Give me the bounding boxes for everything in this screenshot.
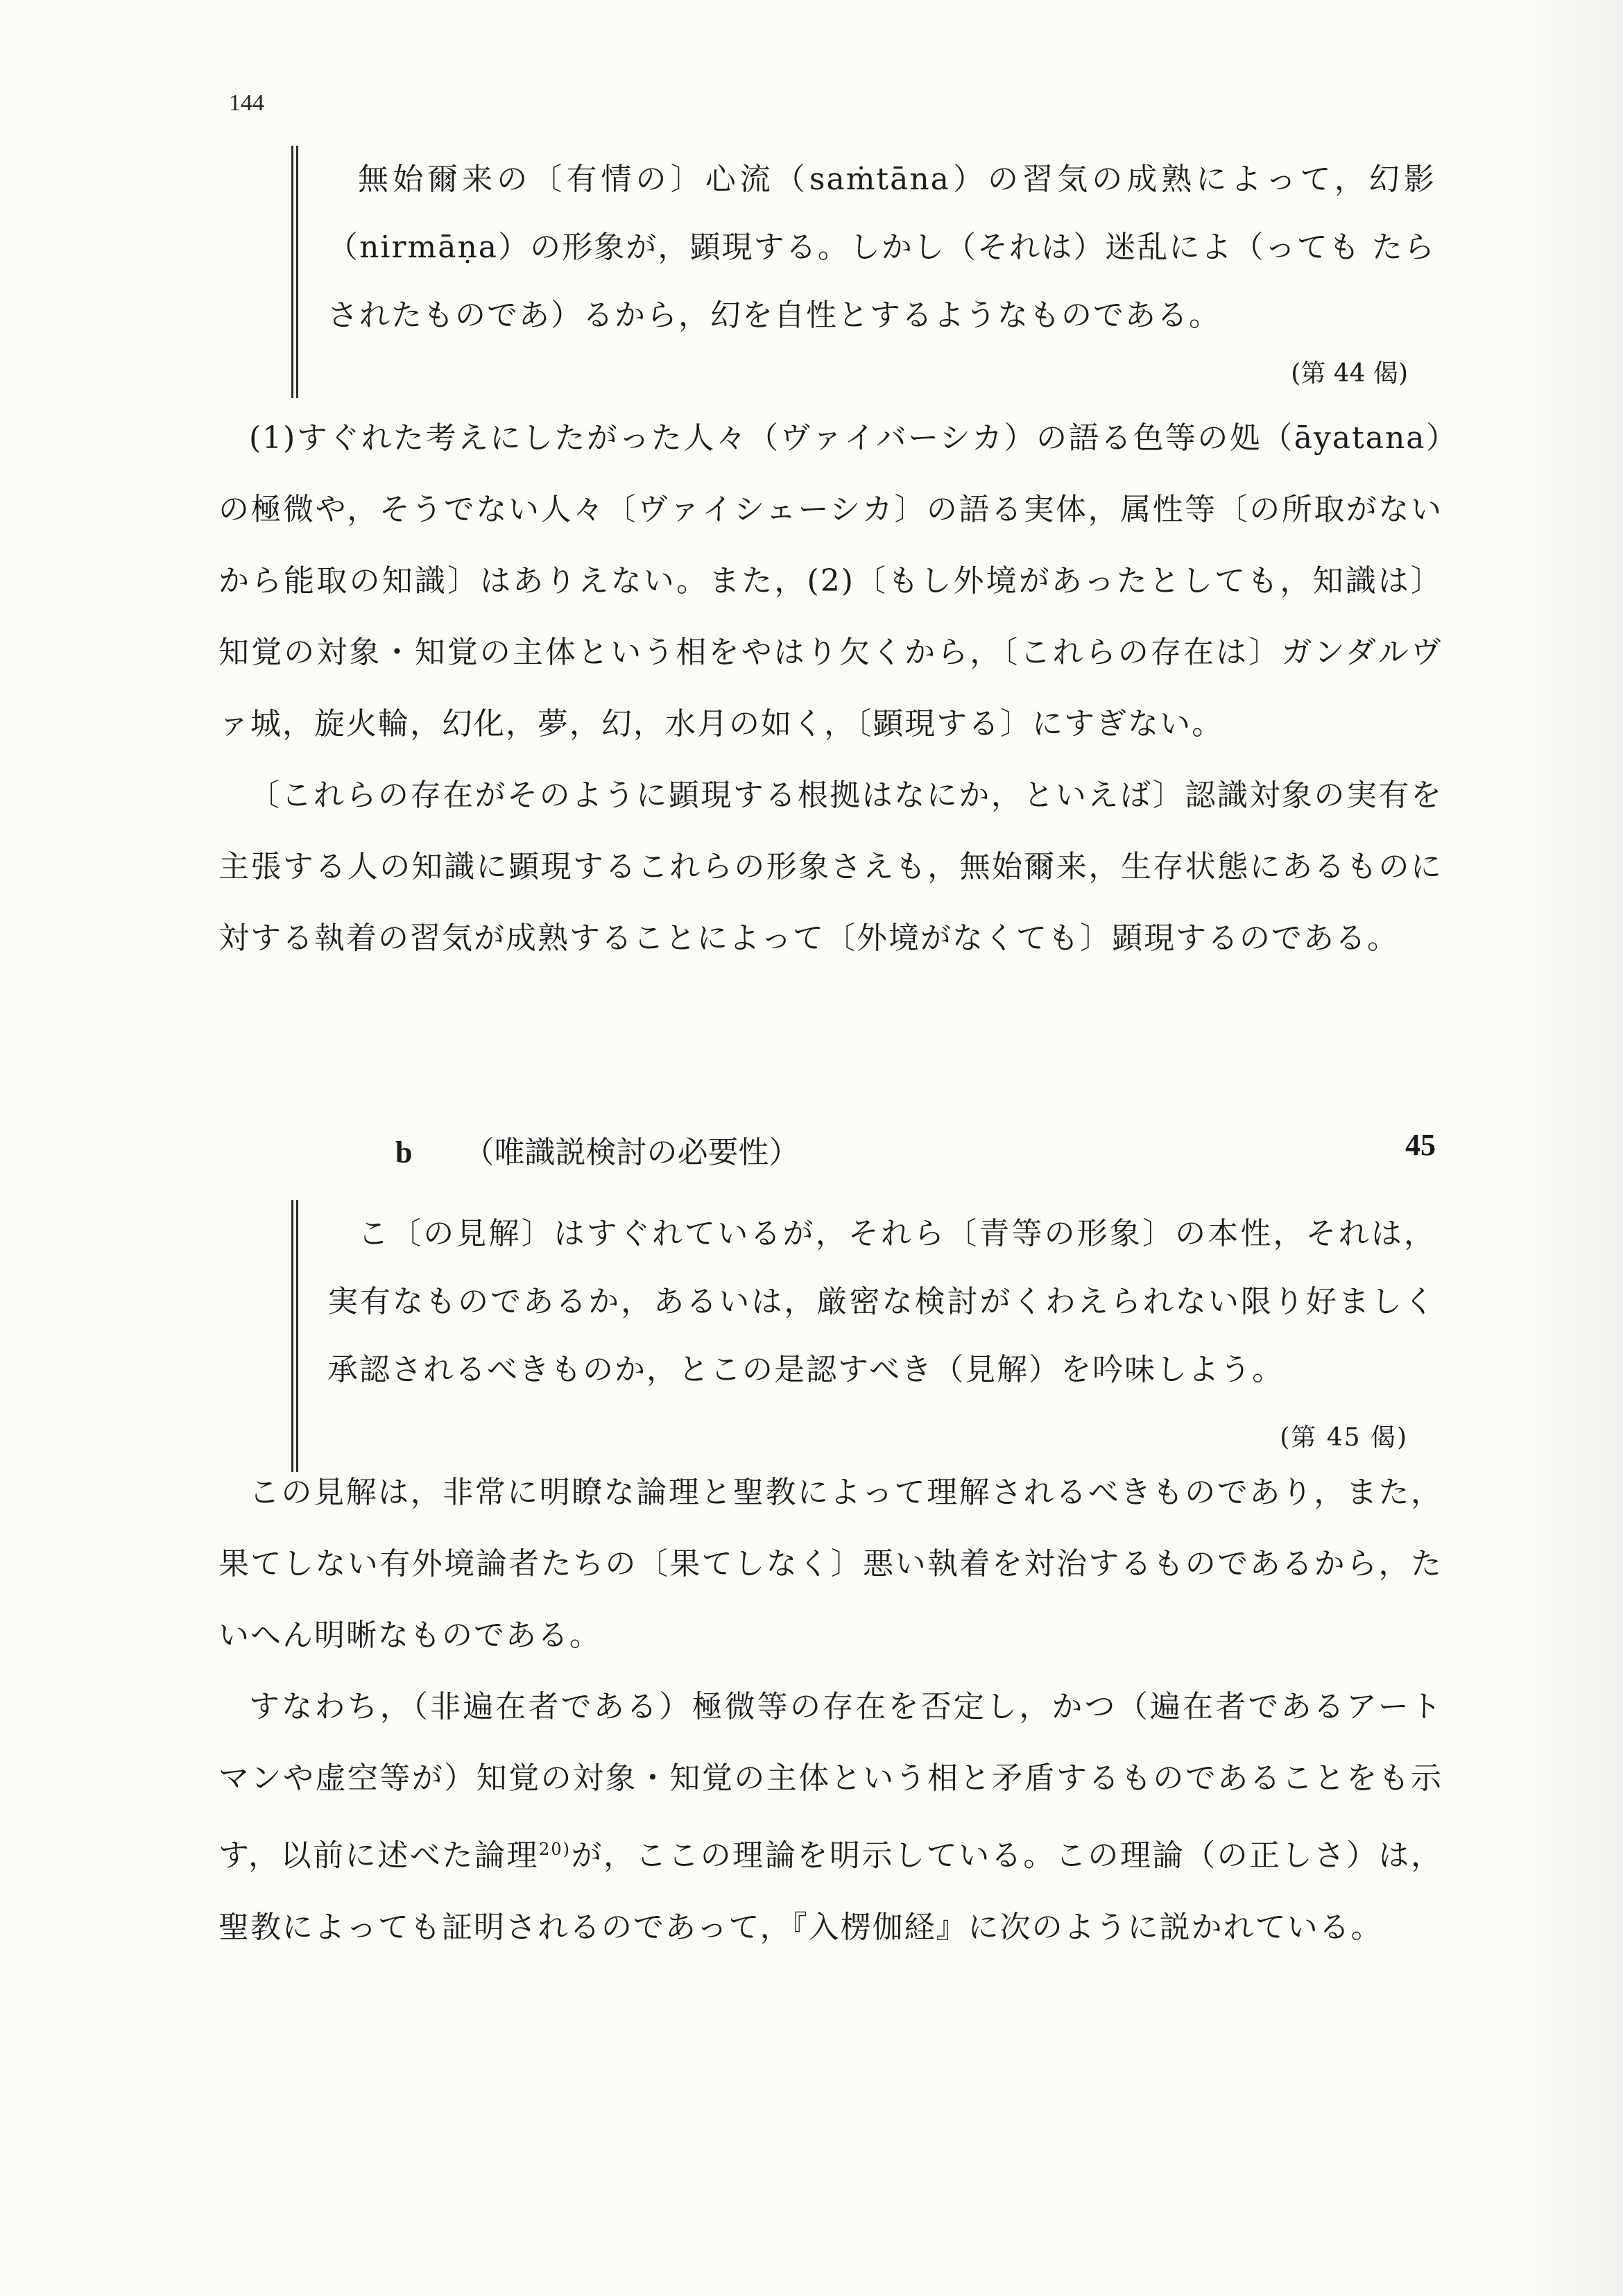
scan-edge-shading [1526, 0, 1623, 2296]
verse-45-body: こ〔の見解〕はすぐれているが，それら〔青等の形象〕の本性，それは，実有なものであるか，あるいは，厳密な検討がくわえられない限り好ましく承認されるべきものか，とこの是認すべき（見解）を吟味しよう。 [327, 1216, 1436, 1387]
paragraph-4-part-1: すなわち，（非遍在者である）極微等の存在を否定し，かつ（遍在者であるアートマンや虚空等が）知覚の対象・知覚の主体という相と矛盾するものであることをも示す，以前に述べた論理 [218, 1689, 1443, 1874]
verse-45-reference: (第 45 偈) [1280, 1423, 1408, 1452]
verse-45-text [327, 1200, 1436, 1452]
paragraph-4-part-2: が，ここの理論を明示している。この理論（の正しさ）は，聖教によっても証明されるのであって，『入楞伽経』に次のように説かれている。 [218, 1837, 1443, 1945]
commentary-section-2 [218, 1457, 1443, 1963]
commentary-paragraph-2: 〔これらの存在がそのように顕現する根拠はなにか，といえば〕認識対象の実有を主張する人の知識に顕現するこれらの形象さえも，無始爾来，生存状態にあるものに対する執着の習気が成熟することによって〔外境がなくても〕顕現するのである。 [218, 778, 1443, 956]
footnote-marker: 20) [539, 1840, 571, 1859]
verse-44-block [291, 146, 1436, 398]
section-letter: b [395, 1136, 413, 1170]
section-number: 45 [1405, 1128, 1436, 1162]
commentary-paragraph-4 [218, 1671, 1443, 1963]
commentary-paragraph-3: この見解は，非常に明瞭な論理と聖教によって理解されるべきものであり，また，果てしない有外境論者たちの〔果てしなく〕悪い執着を対治するものであるから，たいへん明晰なものである。 [218, 1475, 1443, 1653]
section-title: （唯識説検討の必要性） [463, 1135, 800, 1170]
commentary-section-1 [218, 402, 1443, 974]
verse-44-reference: (第 44 偈) [1291, 359, 1408, 388]
verse-45-block [291, 1200, 1436, 1472]
commentary-paragraph-1: (1)すぐれた考えにしたがった人々（ヴァイバーシカ）の語る色等の処（āyatana）の極微や，そうでない人々〔ヴァイシェーシカ〕の語る実体，属性等〔の所取がないから能取の知識〕はありえない。また，(2)〔もし外境があったとしても，知識は〕知覚の対象・知覚の主体という相をやはり欠くから，〔これらの存在は〕ガンダルヴァ城，旋火輪，幻化，夢，幻，水月の如く，〔顕現する〕にすぎない。 [218, 420, 1443, 742]
section-heading [395, 1127, 1436, 1190]
verse-44-text: 無始爾来の〔有情の〕心流（saṁtāna）の習気の成熟によって，幻影（nirmāṇa）の形象が，顕現する。しかし（それは）迷乱によ（っても たらされたものであ）るから，幻を自性とするようなものである。 [327, 162, 1436, 333]
page-number: 144 [229, 90, 264, 116]
